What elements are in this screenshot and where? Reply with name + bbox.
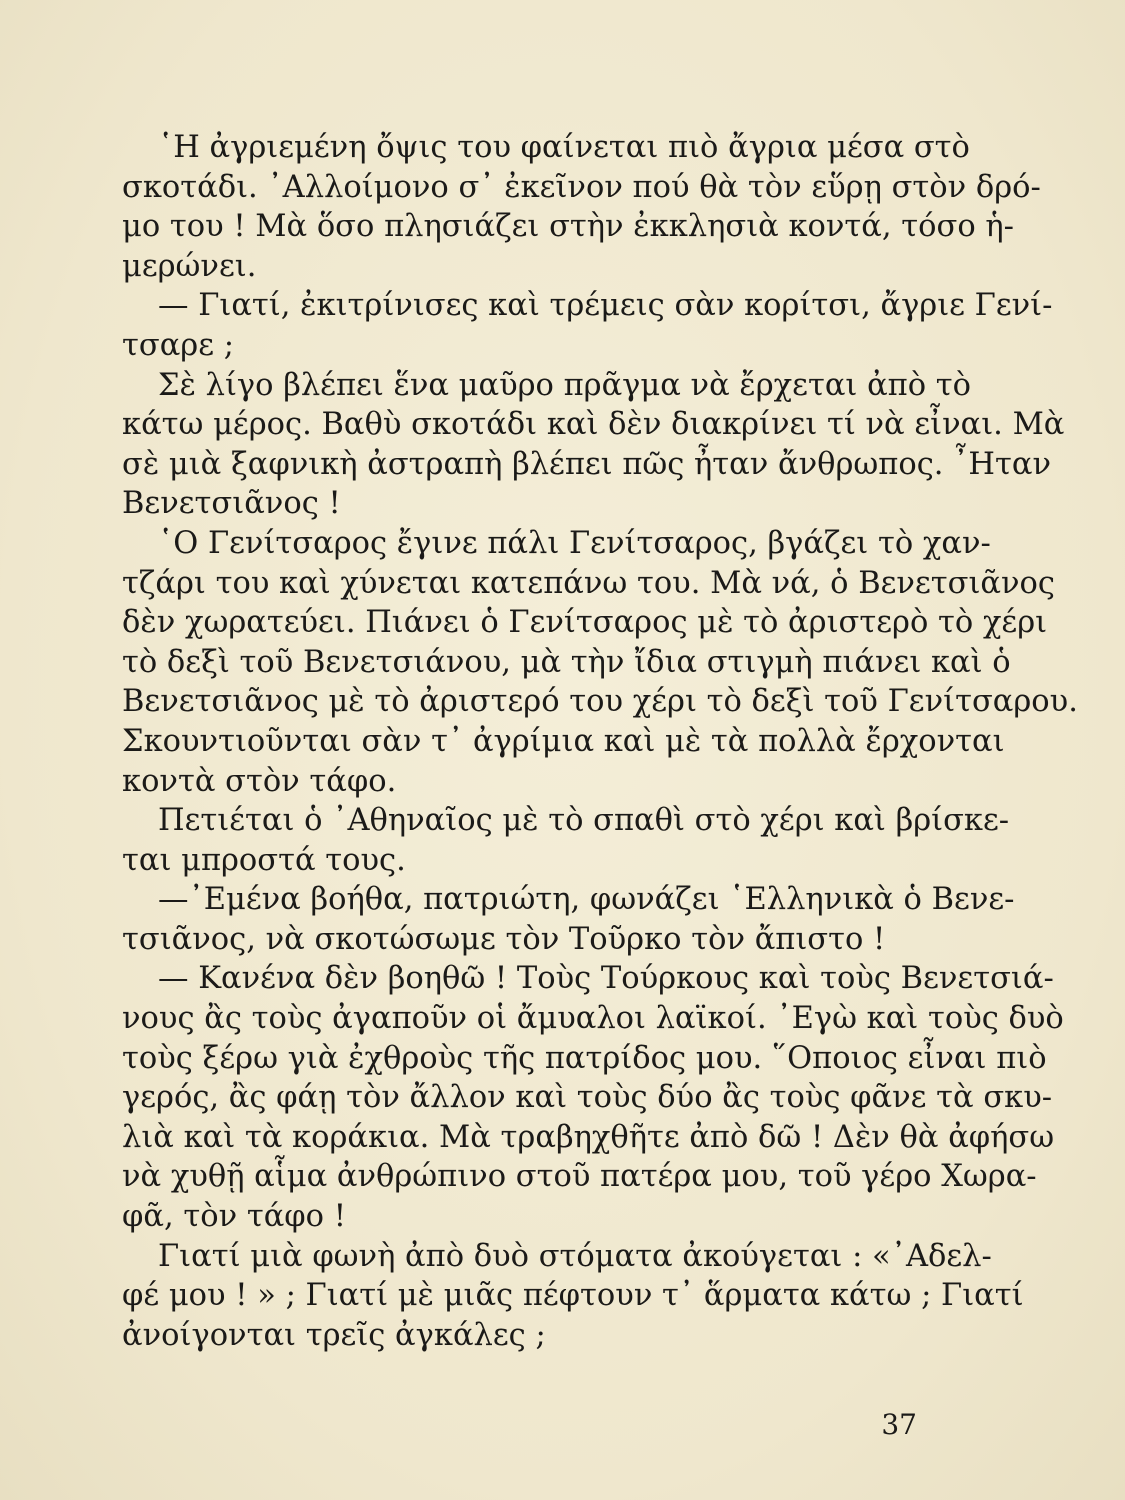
text-line: λιὰ καὶ τὰ κοράκια. Μὰ τραβηχθῆτε ἀπὸ δῶ ! Δὲν θὰ ἀφήσω <box>122 1119 1055 1155</box>
text-line: τσιᾶνος, νὰ σκοτώσωμε τὸν Τοῦρκο τὸν ἄπιστο ! <box>122 921 886 957</box>
text-line: νους ἂς τοὺς ἀγαποῦν οἱ ἄμυαλοι λαϊκοί. ᾿Εγὼ καὶ τοὺς δυὸ <box>122 1001 1064 1037</box>
text-line: ται μπροστά τους. <box>122 842 406 878</box>
text-line: τζάρι του καὶ χύνεται κατεπάνω του. Μὰ νά, ὁ Βενετσιᾶνος <box>122 565 1056 601</box>
page-number: 37 <box>881 1408 917 1441</box>
text-line: Σὲ λίγο βλέπει ἕνα μαῦρο πρᾶγμα νὰ ἔρχεται ἀπὸ τὸ <box>158 367 972 403</box>
text-line: σκοτάδι. ᾿Αλλοίμονο σ᾿ ἐκεῖνον πού θὰ τὸν εὕρῃ στὸν δρό- <box>122 169 1041 205</box>
text-line: δὲν χωρατεύει. Πιάνει ὁ Γενίτσαρος μὲ τὸ ἀριστερὸ τὸ χέρι <box>122 605 1048 641</box>
text-line: ῾Ο Γενίτσαρος ἔγινε πάλι Γενίτσαρος, βγάζει τὸ χαν- <box>158 525 991 561</box>
text-line: νὰ χυθῇ αἷμα ἀνθρώπινο στοῦ πατέρα μου, τοῦ γέρο Χωρα- <box>122 1159 1037 1195</box>
text-line: —᾿Εμένα βοήθα, πατριώτη, φωνάζει ῾Ελληνικὰ ὁ Βενε- <box>158 882 1015 918</box>
text-line: Πετιέται ὁ ᾿Αθηναῖος μὲ τὸ σπαθὶ στὸ χέρι καὶ βρίσκε- <box>158 803 1010 839</box>
text-line: κοντὰ στὸν τάφο. <box>122 763 397 799</box>
text-line: μερώνει. <box>122 248 257 284</box>
text-line: γερός, ἂς φάῃ τὸν ἄλλον καὶ τοὺς δύο ἂς τοὺς φᾶνε τὰ σκυ- <box>122 1080 1053 1116</box>
text-line: — Κανένα δὲν βοηθῶ ! Τοὺς Τούρκους καὶ τοὺς Βενετσιά- <box>158 961 1054 997</box>
text-line: — Γιατί, ἐκιτρίνισες καὶ τρέμεις σὰν κορίτσι, ἄγριε Γενί- <box>158 288 1053 324</box>
text-line: φέ μου ! » ; Γιατί μὲ μιᾶς πέφτουν τ᾿ ἅρματα κάτω ; Γιατί <box>122 1278 1024 1314</box>
text-line: τὸ δεξὶ τοῦ Βενετσιάνου, μὰ τὴν ἴδια στιγμὴ πιάνει καὶ ὁ <box>122 644 1011 680</box>
body-text <box>122 128 1078 1355</box>
text-line: Βενετσιᾶνος μὲ τὸ ἀριστερό του χέρι τὸ δεξὶ τοῦ Γενίτσαρου. <box>122 684 1078 720</box>
text-line: φᾶ, τὸν τάφο ! <box>122 1199 346 1235</box>
text-line: ῾Η ἀγριεμένη ὄψις του φαίνεται πιὸ ἄγρια μέσα στὸ <box>158 130 970 165</box>
text-line: μο του ! Μὰ ὅσο πλησιάζει στὴν ἐκκλησιὰ κοντά, τόσο ἡ- <box>122 209 1014 245</box>
text-line: τοὺς ξέρω γιὰ ἐχθροὺς τῆς πατρίδος μου. ῞Οποιος εἶναι πιὸ <box>122 1040 1047 1076</box>
text-line: Γιατί μιὰ φωνὴ ἀπὸ δυὸ στόματα ἀκούγεται : «᾿Αδελ- <box>158 1238 992 1274</box>
text-line: τσαρε ; <box>122 327 234 363</box>
text-line: Σκουντιοῦνται σὰν τ᾿ ἀγρίμια καὶ μὲ τὰ πολλὰ ἔρχονται <box>122 723 1005 759</box>
text-line: σὲ μιὰ ξαφνικὴ ἀστραπὴ βλέπει πῶς ἦταν ἄνθρωπος. ῏Ηταν <box>122 446 1052 482</box>
text-line: ἀνοίγονται τρεῖς ἀγκάλες ; <box>122 1317 546 1353</box>
text-line: κάτω μέρος. Βαθὺ σκοτάδι καὶ δὲν διακρίνει τί νὰ εἶναι. Μὰ <box>122 407 1065 443</box>
text-line: Βενετσιᾶνος ! <box>122 486 341 522</box>
